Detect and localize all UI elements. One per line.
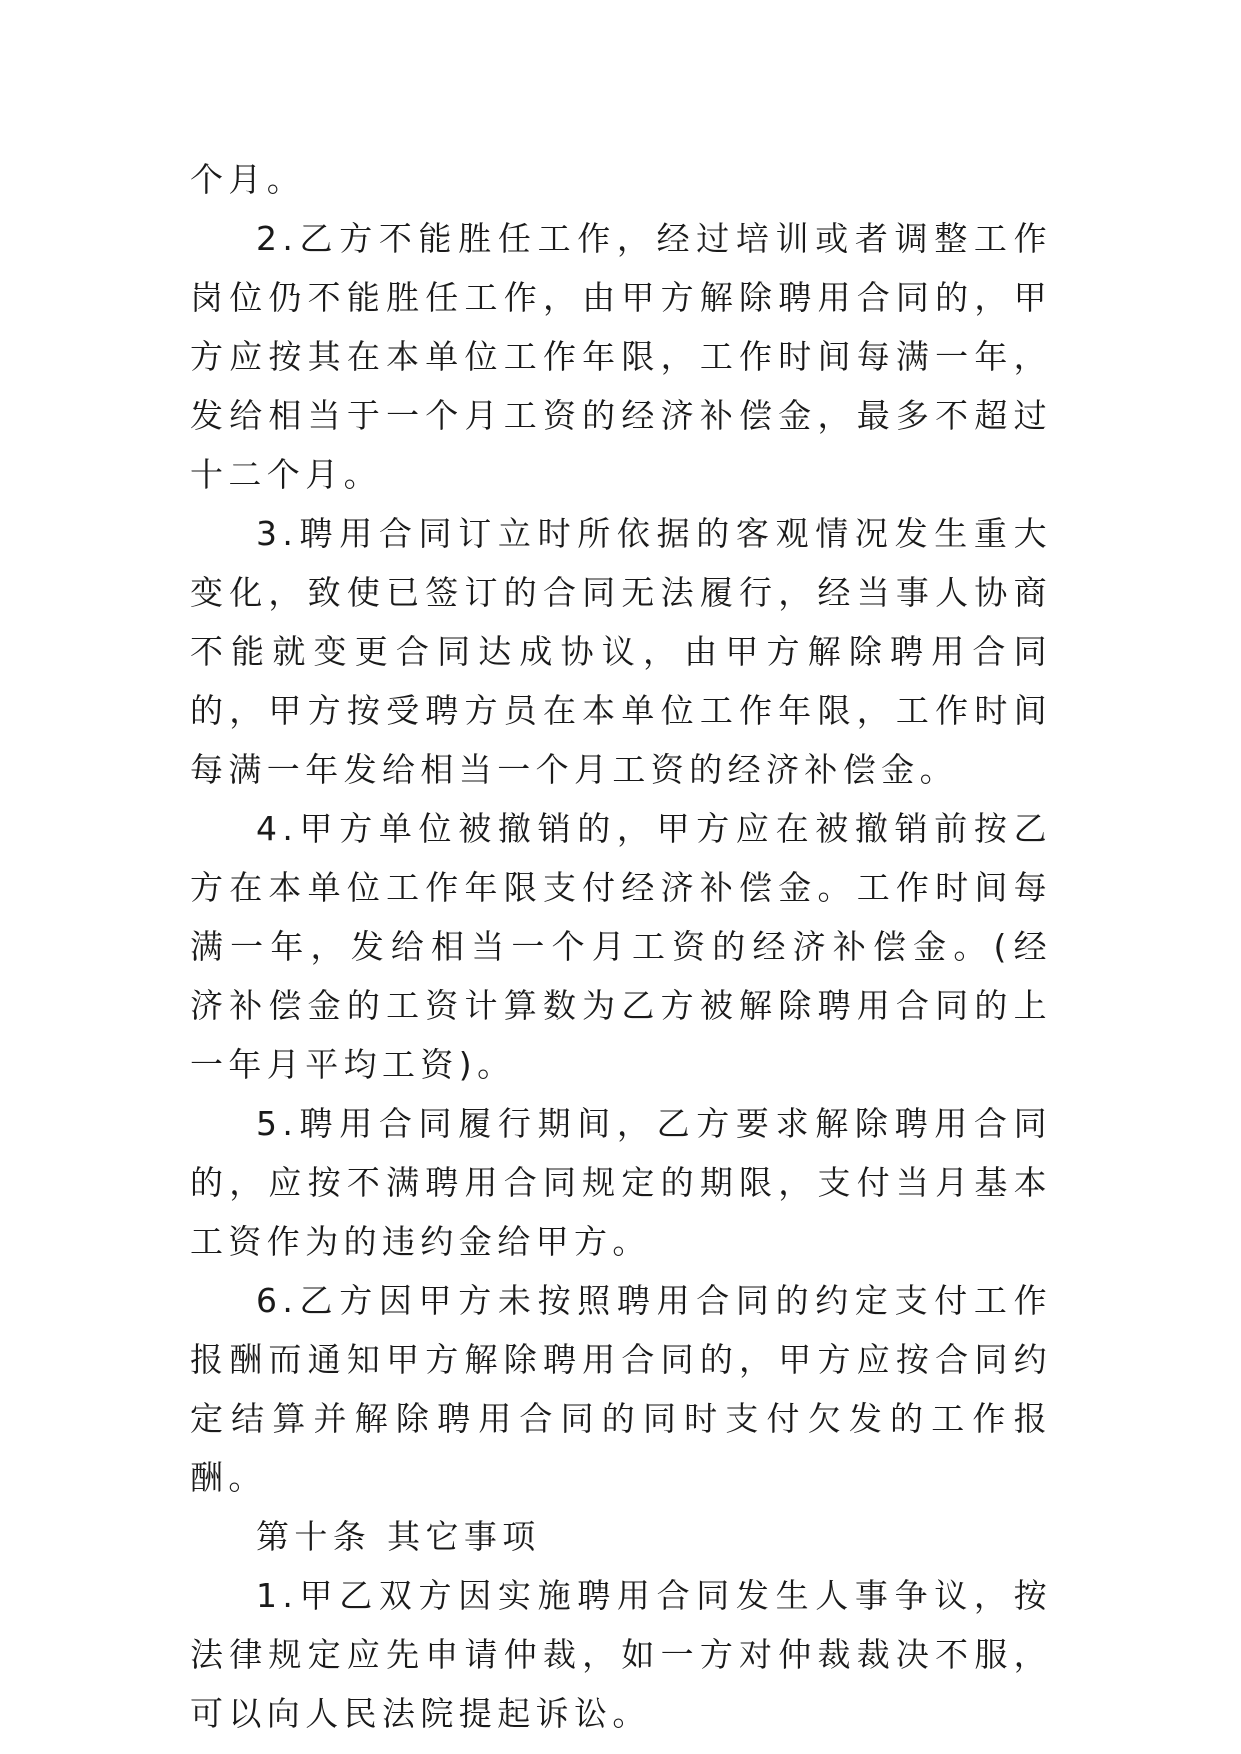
paragraph-clause-6: 6.乙方因甲方未按照聘用合同的约定支付工作报酬而通知甲方解除聘用合同的，甲方应按合同约定结算并解除聘用合同的同时支付欠发的工作报酬。 [190,1281,1052,1497]
paragraph-article-10-clause-1: 1.甲乙双方因实施聘用合同发生人事争议，按法律规定应先申请仲裁，如一方对仲裁裁决不服，可以向人民法院提起诉讼。 [190,1576,1052,1733]
paragraph-clause-4: 4.甲方单位被撤销的，甲方应在被撤销前按乙方在本单位工作年限支付经济补偿金。工作时间每满一年，发给相当一个月工资的经济补偿金。(经济补偿金的工资计算数为乙方被解除聘用合同的上一年月平均工资)。 [190,809,1052,1084]
paragraph-continuation: 个月。 [190,160,306,199]
paragraph-clause-3: 3.聘用合同订立时所依据的客观情况发生重大变化，致使已签订的合同无法履行，经当事人协商不能就变更合同达成协议，由甲方解除聘用合同的，甲方按受聘方员在本单位工作年限，工作时间每满一年发给相当一个月工资的经济补偿金。 [190,514,1052,789]
section-heading-article-10: 第十条 其它事项 [256,1517,541,1556]
paragraph-clause-2: 2.乙方不能胜任工作，经过培训或者调整工作岗位仍不能胜任工作，由甲方解除聘用合同的，甲方应按其在本单位工作年限，工作时间每满一年，发给相当于一个月工资的经济补偿金，最多不超过十二个月。 [190,219,1052,494]
paragraph-clause-5: 5.聘用合同履行期间，乙方要求解除聘用合同的，应按不满聘用合同规定的期限，支付当月基本工资作为的违约金给甲方。 [190,1104,1052,1261]
document-body [190,150,1052,1743]
